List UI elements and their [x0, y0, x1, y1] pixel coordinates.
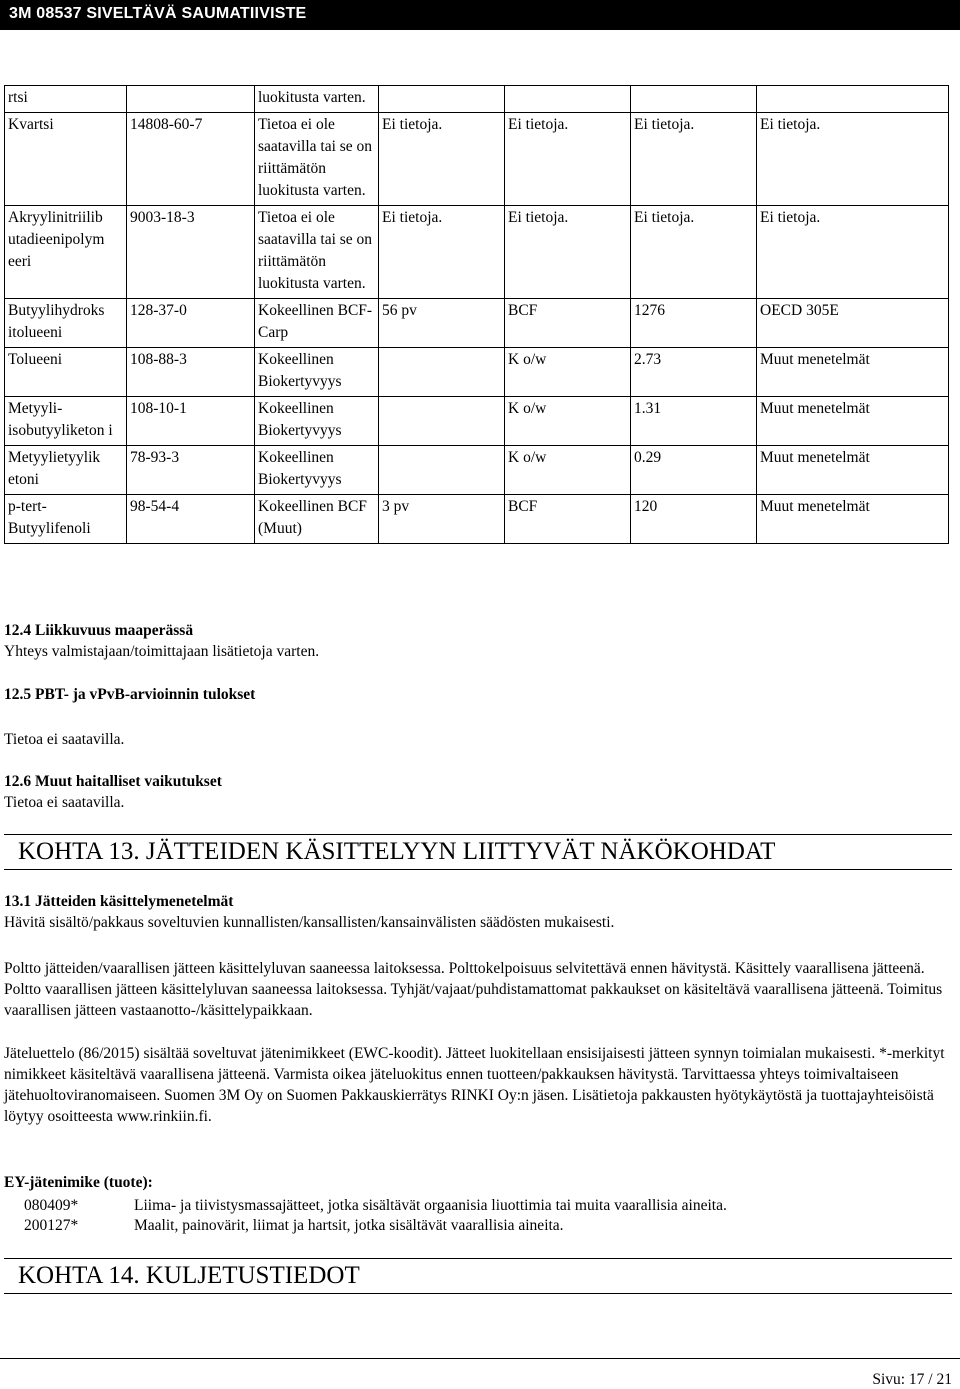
- table-row: [5, 113, 949, 206]
- section-13-title: KOHTA 13. JÄTTEIDEN KÄSITTELYYN LIITTYVÄT NÄKÖKOHDAT: [18, 838, 776, 865]
- test-type-cell: K o/w: [505, 397, 631, 446]
- waste-code-row: [24, 1215, 564, 1236]
- cas-number-cell: 108-88-3: [127, 348, 255, 397]
- substance-name-cell: Butyylihydroks itolueeni: [5, 299, 127, 348]
- test-method-cell: Kokeellinen Biokertyvyys: [255, 446, 379, 495]
- section-13-1-paragraph-3: Jäteluettelo (86/2015) sisältää soveltuvat jätenimikkeet (EWC-koodit). Jätteet luokitellaan ensisijaisesti jätteen synnyn toimialan mukaisesti. *-merkityt nimikkeet käsiteltävä vaarallisena jätteenä. Varmista oikea jäteluokitus ennen tuotteen/pakkauksen hävitystä. Tarvittaessa yhteys toimivaltaiseen jätehuoltoviranomaiseen. Suomen 3M Oy on Suomen Pakkauskierrätys RINKI Oy:n jäsen. Lisätietoja pakkausten hyötykäytöstä ja tuottajayhteisöistä löytyy osoitteesta www.rinkiin.fi.: [4, 1045, 945, 1125]
- section-13-1-heading: 13.1 Jätteiden käsittelymenetelmät: [4, 893, 234, 910]
- cas-number-cell: 14808-60-7: [127, 113, 255, 206]
- section-14-title: KOHTA 14. KULJETUSTIEDOT: [18, 1262, 360, 1289]
- protocol-cell: OECD 305E: [757, 299, 949, 348]
- section-12-6-text: Tietoa ei saatavilla.: [4, 794, 125, 811]
- duration-cell: Ei tietoja.: [379, 113, 505, 206]
- test-method-cell: luokitusta varten.: [255, 86, 379, 113]
- result-value-cell: 120: [631, 495, 757, 544]
- protocol-cell: Muut menetelmät: [757, 446, 949, 495]
- substance-name-cell: Akryylinitriilib utadieenipolym eeri: [5, 206, 127, 299]
- duration-cell: 3 pv: [379, 495, 505, 544]
- table-row: [5, 397, 949, 446]
- protocol-cell: [757, 86, 949, 113]
- test-type-cell: Ei tietoja.: [505, 206, 631, 299]
- section-12-5-text: Tietoa ei saatavilla.: [4, 731, 125, 748]
- waste-code: 200127*: [24, 1217, 79, 1234]
- result-value-cell: 2.73: [631, 348, 757, 397]
- section-14-banner: [4, 1258, 952, 1294]
- section-12-6-heading: 12.6 Muut haitalliset vaikutukset: [4, 773, 222, 790]
- table-row: [5, 206, 949, 299]
- section-12-5-heading: 12.5 PBT- ja vPvB-arvioinnin tulokset: [4, 686, 256, 703]
- test-method-cell: Kokeellinen Biokertyvyys: [255, 397, 379, 446]
- cas-number-cell: 108-10-1: [127, 397, 255, 446]
- protocol-cell: Muut menetelmät: [757, 495, 949, 544]
- duration-cell: Ei tietoja.: [379, 206, 505, 299]
- test-method-cell: Tietoa ei ole saatavilla tai se on riittämätön luokitusta varten.: [255, 206, 379, 299]
- waste-code-row: [24, 1195, 727, 1216]
- section-13-1-paragraph-1: Hävitä sisältö/pakkaus soveltuvien kunnallisten/kansallisten/kansainvälisten säädösten mukaisesti.: [4, 914, 615, 931]
- table-row: [5, 446, 949, 495]
- product-title: 3M 08537 SIVELTÄVÄ SAUMATIIVISTE: [9, 5, 307, 22]
- cas-number-cell: 128-37-0: [127, 299, 255, 348]
- waste-description: Liima- ja tiivistysmassajätteet, jotka sisältävät orgaanisia liuottimia tai muita vaarallisia aineita.: [134, 1197, 727, 1214]
- table-row: [5, 299, 949, 348]
- test-type-cell: [505, 86, 631, 113]
- table-row: [5, 86, 949, 113]
- substance-name-cell: Tolueeni: [5, 348, 127, 397]
- protocol-cell: Ei tietoja.: [757, 206, 949, 299]
- test-method-cell: Kokeellinen BCF (Muut): [255, 495, 379, 544]
- section-13-banner: [4, 834, 952, 870]
- bioaccumulation-table: [4, 85, 949, 544]
- cas-number-cell: 9003-18-3: [127, 206, 255, 299]
- test-method-cell: Kokeellinen Biokertyvyys: [255, 348, 379, 397]
- substance-name-cell: rtsi: [5, 86, 127, 113]
- duration-cell: [379, 397, 505, 446]
- test-type-cell: K o/w: [505, 446, 631, 495]
- duration-cell: [379, 86, 505, 113]
- substance-name-cell: Metyylietyylik etoni: [5, 446, 127, 495]
- section-12-4-text: Yhteys valmistajaan/toimittajaan lisätietoja varten.: [4, 643, 320, 660]
- section-13-1-paragraph-2: Poltto jätteiden/vaarallisen jätteen käsittelyluvan saaneessa laitoksessa. Polttokelpoisuus selvitettävä ennen hävitystä. Käsittely vaarallisena jätteenä. Poltto vaarallisen jätteen käsittelyluvan saaneessa laitoksessa. Tyhjät/vajaat/puhdistamattomat pakkaukset on käsiteltävä vaarallisena jätteenä. Toimitus vaarallisen jätteen vastaanotto-/käsittelypaikkaan.: [4, 960, 943, 1019]
- result-value-cell: 0.29: [631, 446, 757, 495]
- substance-name-cell: Metyyli-isobutyyliketon i: [5, 397, 127, 446]
- result-value-cell: 1.31: [631, 397, 757, 446]
- waste-code: 080409*: [24, 1197, 79, 1214]
- duration-cell: [379, 348, 505, 397]
- protocol-cell: Muut menetelmät: [757, 348, 949, 397]
- result-value-cell: Ei tietoja.: [631, 206, 757, 299]
- test-type-cell: BCF: [505, 495, 631, 544]
- page-number: Sivu: 17 / 21: [872, 1371, 952, 1388]
- result-value-cell: 1276: [631, 299, 757, 348]
- ey-waste-heading: EY-jätenimike (tuote):: [4, 1174, 153, 1191]
- test-type-cell: K o/w: [505, 348, 631, 397]
- cas-number-cell: [127, 86, 255, 113]
- table-row: [5, 495, 949, 544]
- duration-cell: 56 pv: [379, 299, 505, 348]
- table-row: [5, 348, 949, 397]
- test-method-cell: Kokeellinen BCF-Carp: [255, 299, 379, 348]
- duration-cell: [379, 446, 505, 495]
- section-12-4-heading: 12.4 Liikkuvuus maaperässä: [4, 622, 194, 639]
- page-footer: [0, 1358, 960, 1388]
- result-value-cell: [631, 86, 757, 113]
- result-value-cell: Ei tietoja.: [631, 113, 757, 206]
- document-header: [0, 0, 960, 30]
- test-type-cell: Ei tietoja.: [505, 113, 631, 206]
- substance-name-cell: p-tert-Butyylifenoli: [5, 495, 127, 544]
- protocol-cell: Ei tietoja.: [757, 113, 949, 206]
- protocol-cell: Muut menetelmät: [757, 397, 949, 446]
- waste-description: Maalit, painovärit, liimat ja hartsit, jotka sisältävät vaarallisia aineita.: [134, 1217, 564, 1234]
- cas-number-cell: 98-54-4: [127, 495, 255, 544]
- test-type-cell: BCF: [505, 299, 631, 348]
- cas-number-cell: 78-93-3: [127, 446, 255, 495]
- test-method-cell: Tietoa ei ole saatavilla tai se on riittämätön luokitusta varten.: [255, 113, 379, 206]
- substance-name-cell: Kvartsi: [5, 113, 127, 206]
